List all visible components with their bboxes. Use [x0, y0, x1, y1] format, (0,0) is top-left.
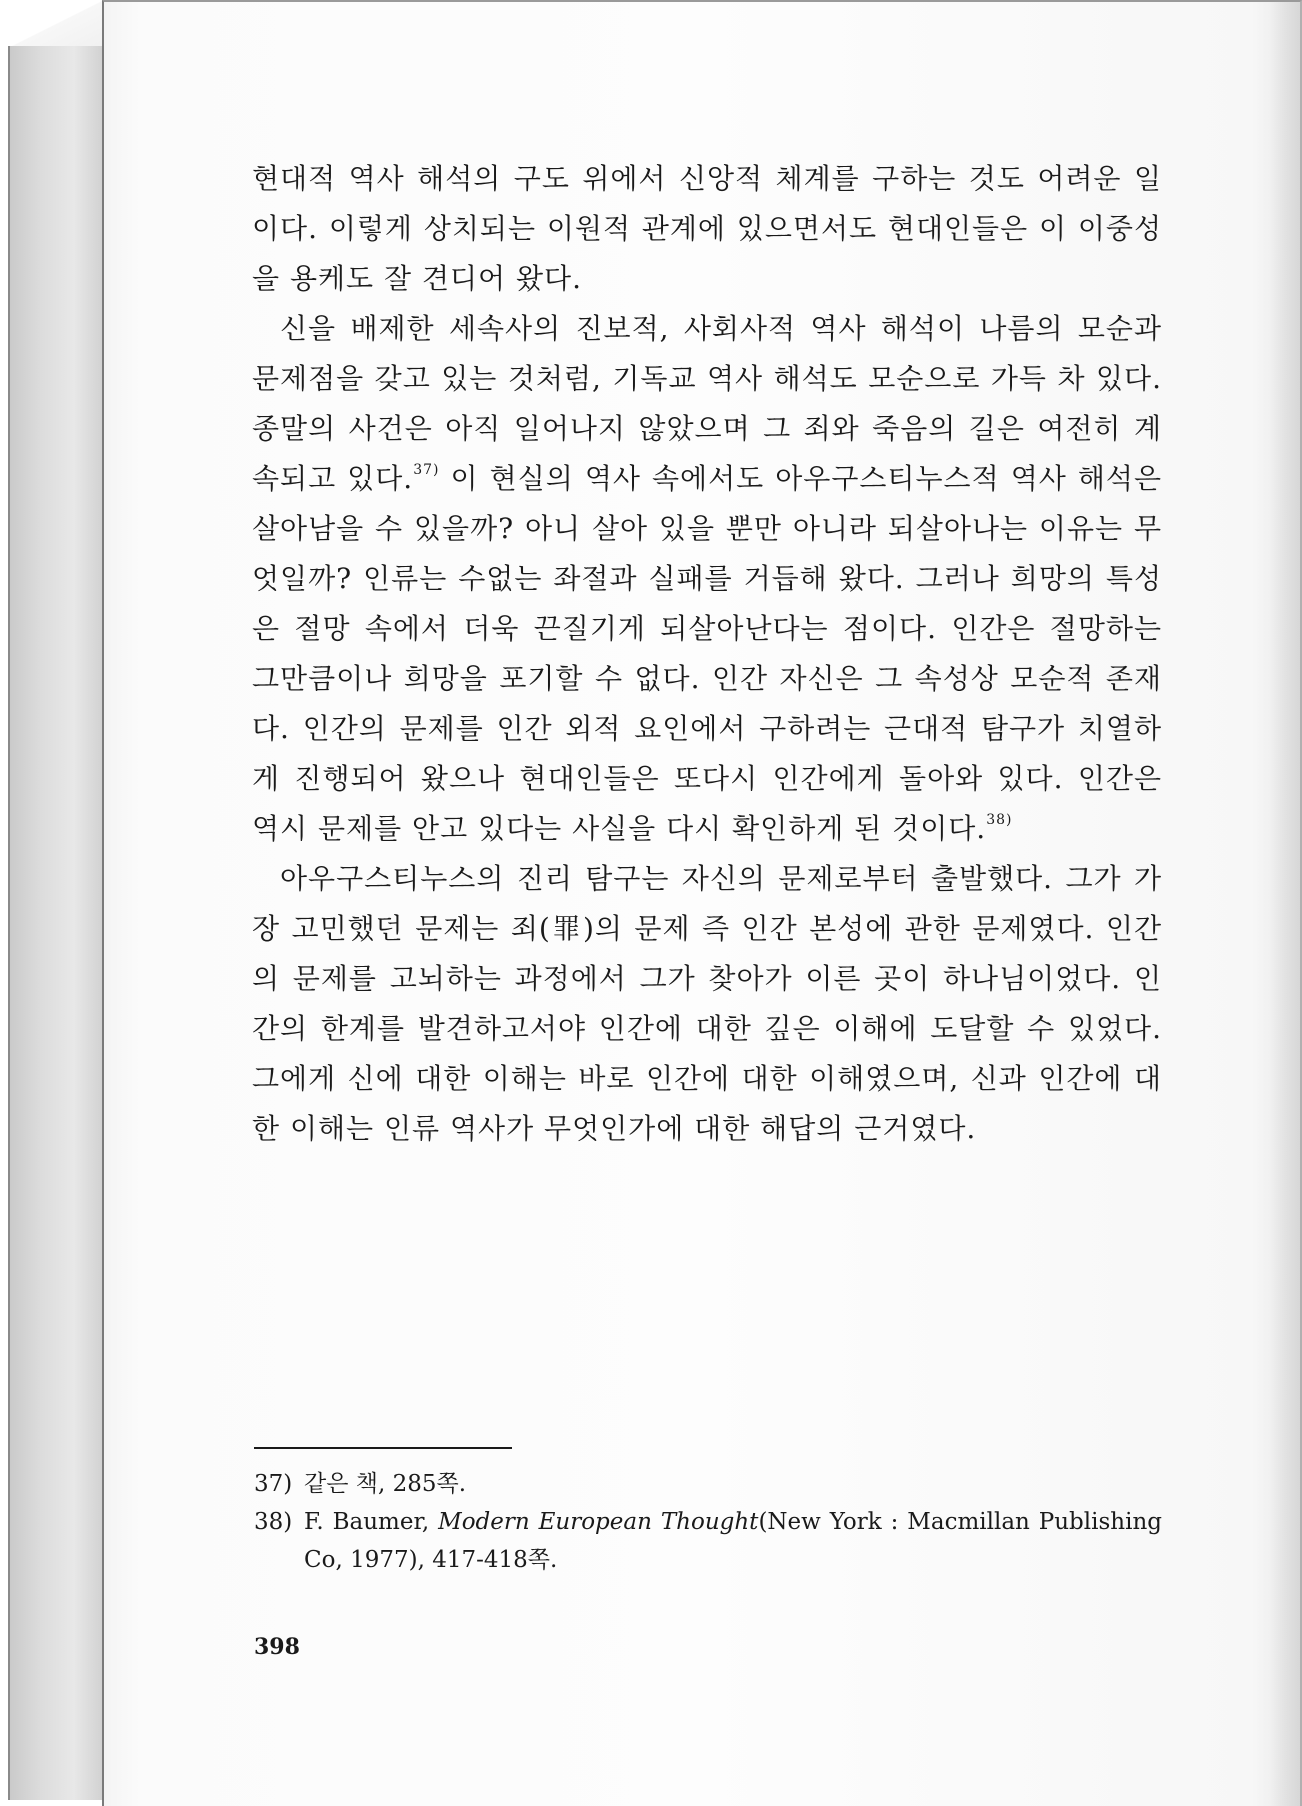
footnote-ref-38[interactable]: 38) [986, 811, 1013, 828]
book-spine-edge [8, 46, 10, 1800]
footnote-author: F. Baumer, [304, 1509, 439, 1535]
paragraph-1 [252, 154, 1162, 304]
footnote-38 [254, 1503, 1162, 1579]
paragraph-2-text-b: 이 현실의 역사 속에서도 아우구스티누스적 역사 해석은 살아남을 수 있을까? 아니 살아 있을 뿐만 아니라 되살아나는 이유는 무엇일까? 인류는 수없는 좌절과 실패를 거듭해 왔다. 그러나 희망의 특성은 절망 속에서 더욱 끈질기게 되살아난다는 점이다. 인간은 절망하는 그만큼이나 희망을 포기할 수 없다. 인간 자신은 그 속성상 모순적 존재다. 인간의 문제를 인간 외적 요인에서 구하려는 근대적 탐구가 치열하게 진행되어 왔으나 현대인들은 또다시 인간에게 돌아와 있다. 인간은 역시 문제를 안고 있다는 사실을 다시 확인하게 된 것이다. [252, 462, 1162, 845]
paragraph-2 [252, 304, 1162, 854]
paragraph-3 [252, 854, 1162, 1154]
paragraph-2-text-a: 신을 배제한 세속사의 진보적, 사회사적 역사 해석이 나름의 모순과 문제점을 갖고 있는 것처럼, 기독교 역사 해석도 모순으로 가득 차 있다. 종말의 사건은 아직 일어나지 않았으며 그 죄와 죽음의 길은 여전히 계속되고 있다. [252, 312, 1162, 495]
page-number: 398 [254, 1634, 300, 1660]
footnote-book-title: Modern European Thought [438, 1509, 759, 1535]
footnote-37 [254, 1465, 1162, 1503]
book-page [102, 0, 1302, 1806]
footnote-ref-37[interactable]: 37) [413, 461, 440, 478]
footnote-publication: (New York : Macmillan Publishing Co, 1977), 417-418쪽. [304, 1509, 1162, 1573]
paragraph-3-text: 아우구스티누스의 진리 탐구는 자신의 문제로부터 출발했다. 그가 가장 고민했던 문제는 죄(罪)의 문제 즉 인간 본성에 관한 문제였다. 인간의 문제를 고뇌하는 과정에서 그가 찾아가 이른 곳이 하나님이었다. 인간의 한계를 발견하고서야 인간에 대한 깊은 이해에 도달할 수 있었다. 그에게 신에 대한 이해는 바로 인간에 대한 이해였으며, 신과 인간에 대한 이해는 인류 역사가 무엇인가에 대한 해답의 근거였다. [252, 862, 1162, 1145]
paragraph-1-text: 현대적 역사 해석의 구도 위에서 신앙적 체계를 구하는 것도 어려운 일이다. 이렇게 상치되는 이원적 관계에 있으면서도 현대인들은 이 이중성을 용케도 잘 견디어 왔다. [252, 162, 1162, 295]
footnote-divider [254, 1447, 512, 1449]
body-text [252, 154, 1162, 1154]
footnote-text [304, 1503, 1162, 1579]
footnote-number: 37) [254, 1471, 293, 1497]
footnotes [254, 1465, 1162, 1579]
footnote-text: 같은 책, 285쪽. [304, 1471, 467, 1497]
book-spine [8, 46, 102, 1800]
footnote-number: 38) [254, 1509, 293, 1535]
book-spine-top [8, 0, 104, 48]
